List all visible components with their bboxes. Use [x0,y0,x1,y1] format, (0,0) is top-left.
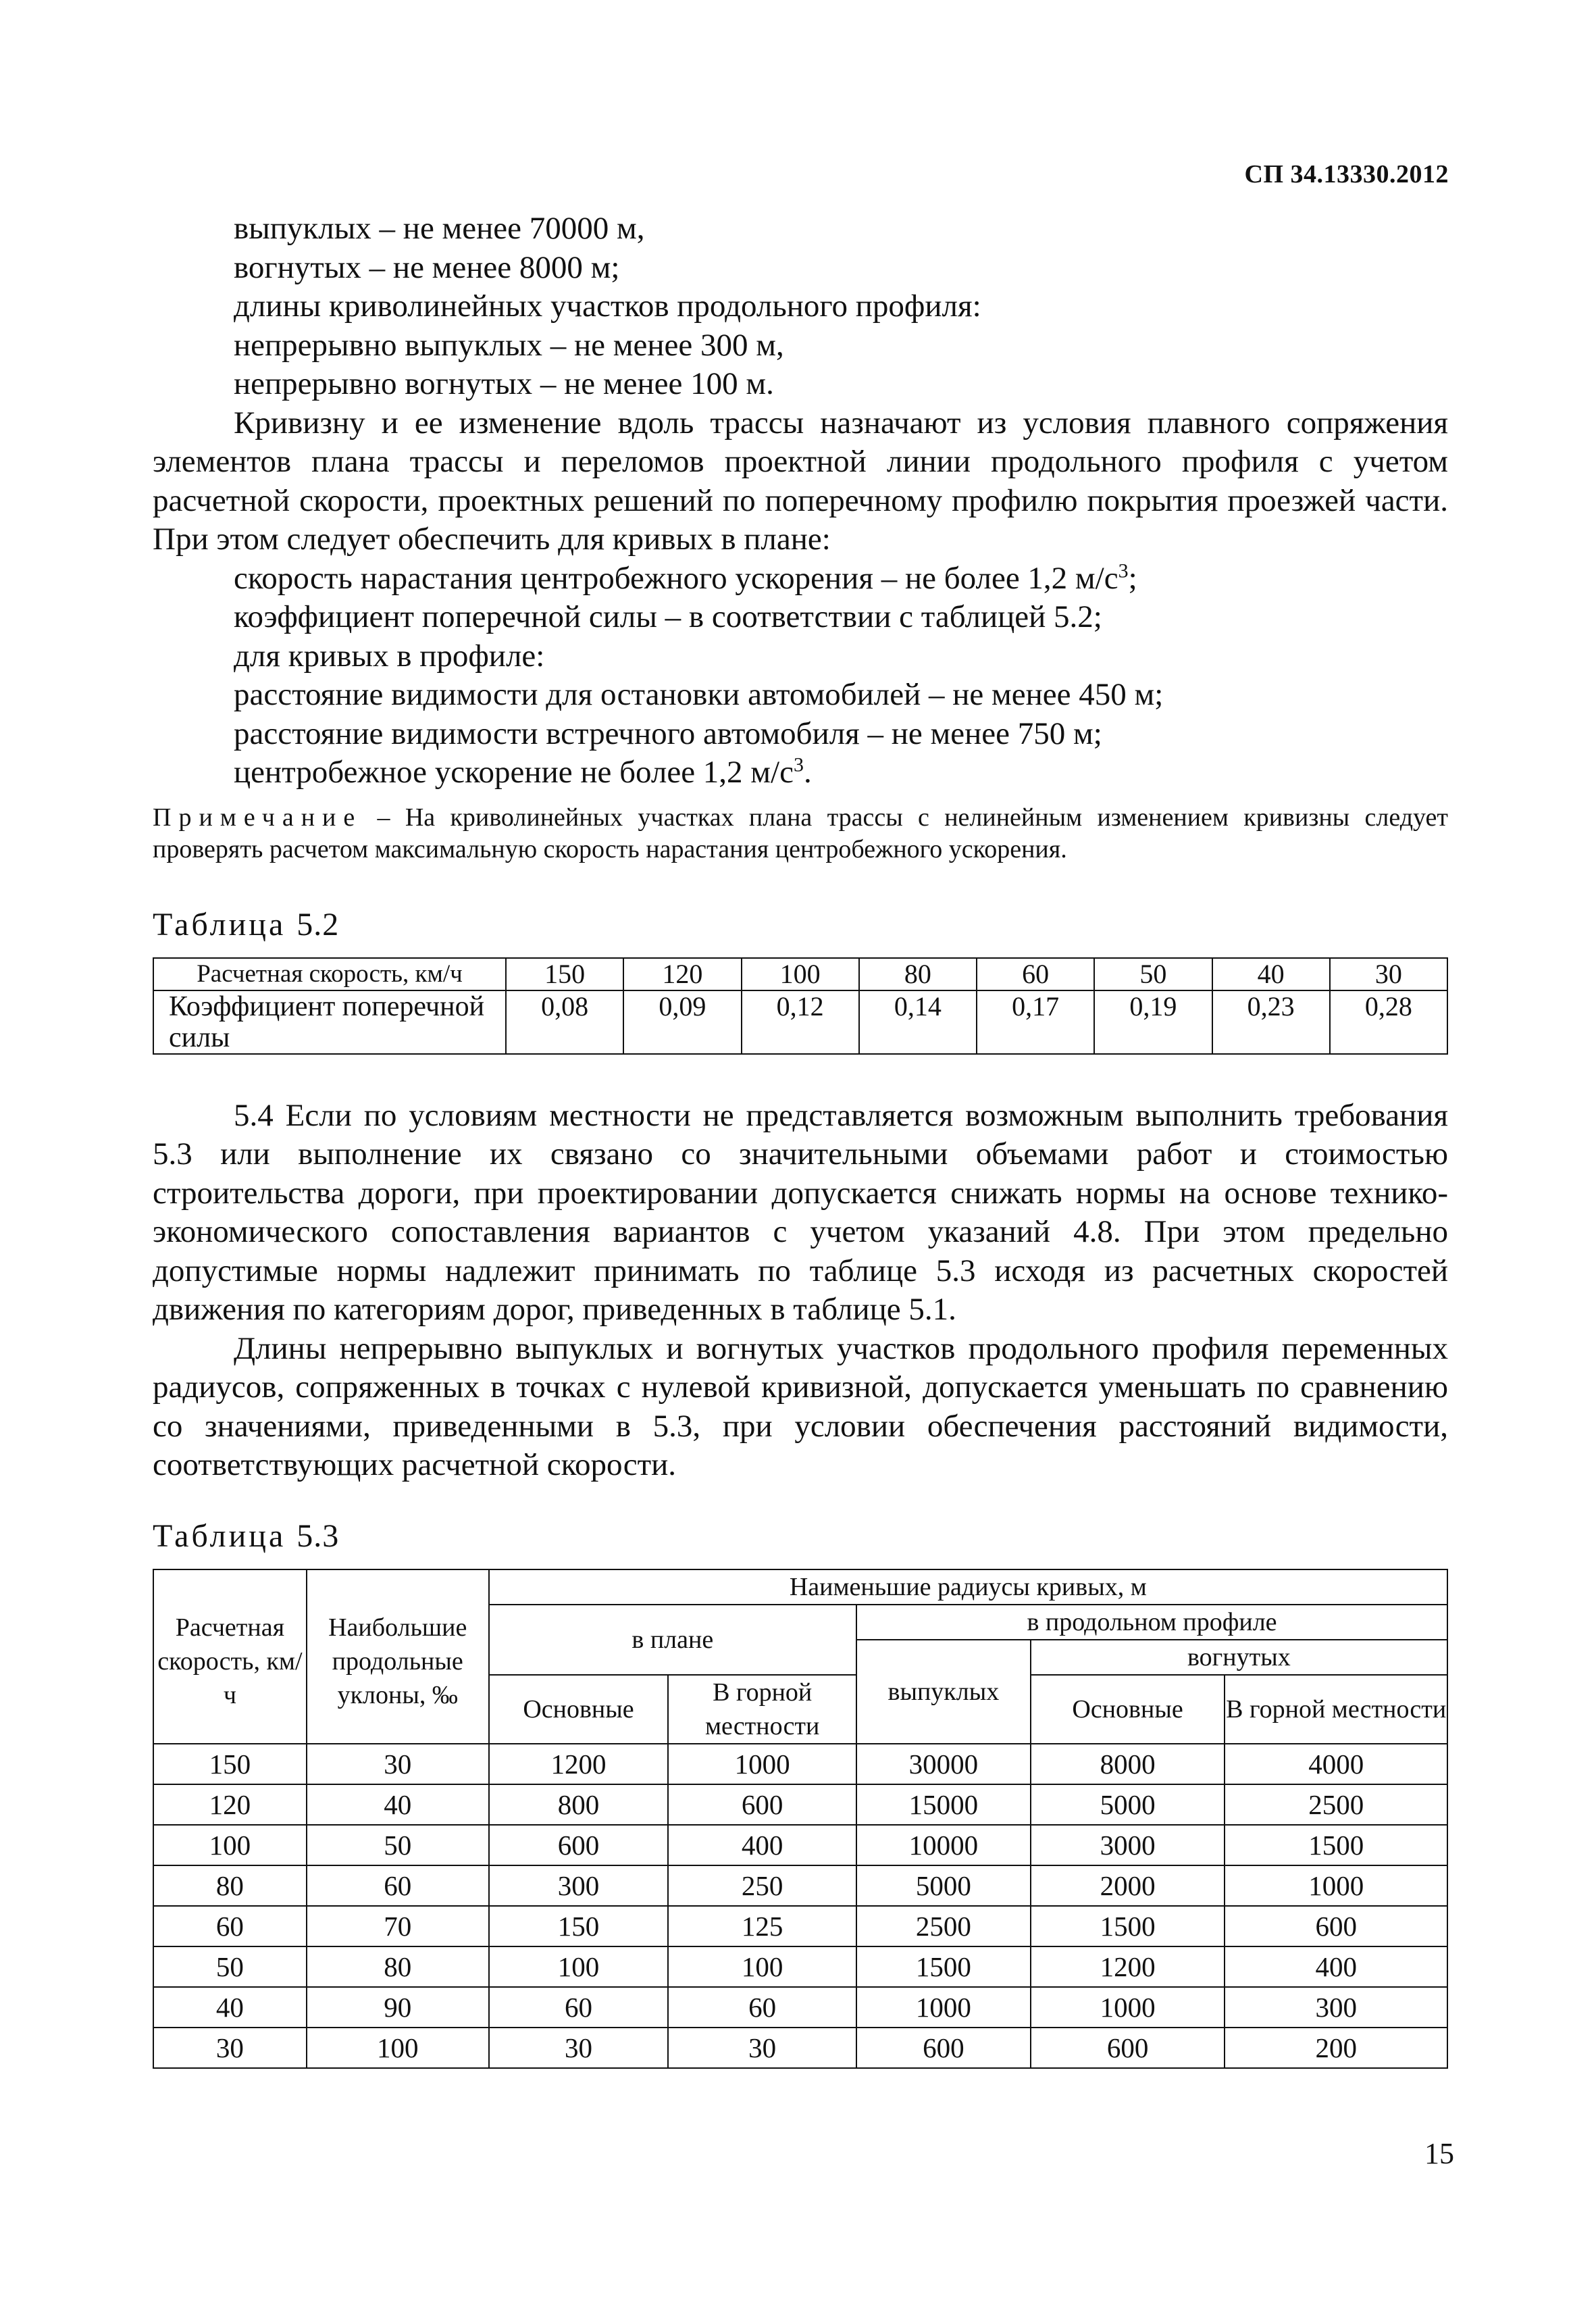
page-number: 15 [1424,2137,1454,2170]
table-row [153,1784,1447,1825]
table-row [153,1906,1447,1946]
table-cell: 30 [489,2028,669,2068]
table-5-3-body [153,1744,1447,2068]
speed-column-header: Расчетная скорость, км/ч [153,1569,307,1744]
coefficient-cell: 0,12 [742,990,859,1054]
speed-cell: 150 [506,958,623,990]
table-header-row [153,1569,1447,1605]
intro-line: вогнутых – не менее 8000 м; [234,249,620,285]
table-cell: 150 [489,1906,669,1946]
page-content [153,209,1448,2069]
table-cell: 600 [489,1825,669,1865]
speed-cell: 100 [742,958,859,990]
table-cell: 1200 [1031,1946,1225,1987]
table-cell: 60 [153,1906,307,1946]
coefficient-header-cell: Коэффициент поперечной силы [153,990,506,1054]
table-5-3 [153,1569,1448,2069]
table-cell: 100 [668,1946,856,1987]
speed-cell: 40 [1212,958,1330,990]
table-row [153,1946,1447,1987]
table-row [153,1865,1447,1906]
table-cell: 1500 [856,1946,1031,1987]
intro-line: выпуклых – не менее 70000 м, [234,211,645,246]
intro-line: длины криволинейных участков продольного профиля: [234,288,981,324]
table-cell: 120 [153,1784,307,1825]
note-text: – На криволинейных участках плана трассы с нелинейным изменением кривизны следует проверять расчетом максимальную скорость нарастания центробежного ускорения. [153,803,1448,863]
convex-header: выпуклых [856,1640,1031,1744]
curve-requirement: расстояние видимости встречного автомобиля – не менее 750 м; [234,715,1102,751]
concave-mountain-header: В горной местности [1225,1675,1447,1744]
table-cell: 300 [489,1865,669,1906]
curve-requirement-text: центробежное ускорение не более 1,2 м/с [234,755,794,790]
superscript: 3 [1118,559,1129,582]
table-cell: 100 [153,1825,307,1865]
table-cell: 600 [856,2028,1031,2068]
table-cell: 90 [307,1987,489,2028]
table-cell: 1500 [1031,1906,1225,1946]
table-title-number: 5.2 [297,906,340,942]
table-5-2 [153,957,1448,1055]
table-cell: 1000 [856,1987,1031,2028]
coefficient-cell: 0,14 [859,990,977,1054]
table-cell: 4000 [1225,1744,1447,1784]
table-cell: 100 [489,1946,669,1987]
table-cell: 600 [1225,1906,1447,1946]
table-cell: 60 [489,1987,669,2028]
table-cell: 1000 [1031,1987,1225,2028]
radii-group-header: Наименьшие радиусы кривых, м [489,1569,1447,1605]
in-profile-header: в продольном профиле [856,1605,1447,1640]
table-cell: 30 [668,2028,856,2068]
superscript: 3 [793,753,804,776]
table-cell: 15000 [856,1784,1031,1825]
table-cell: 250 [668,1865,856,1906]
section-5-4-paragraph: 5.4 Если по условиям местности не представляется возможным выполнить требования 5.3 или выполнение их связано со значительными объемами работ и стоимостью строительства дороги, при проектировании допускается снижать нормы на основе технико-экономического сопоставления вариантов с учетом указаний 4.8. При этом предельно допустимые нормы надлежит принимать по таблице 5.3 исходя из расчетных скоростей движения по категориям дорог, приведенных в таблице 5.1. [153,1097,1448,1327]
table-cell: 3000 [1031,1825,1225,1865]
coefficient-cell: 0,19 [1094,990,1212,1054]
note [153,802,1448,865]
punctuation: ; [1128,560,1137,596]
coefficient-cell: 0,28 [1330,990,1447,1054]
punctuation: . [803,755,812,790]
table-cell: 2000 [1031,1865,1225,1906]
table-cell: 2500 [1225,1784,1447,1825]
coefficient-cell: 0,09 [623,990,741,1054]
table-cell: 800 [489,1784,669,1825]
curve-requirement-text: скорость нарастания центробежного ускорения – не более 1,2 м/с [234,560,1118,596]
table-cell: 100 [307,2028,489,2068]
intro-line: непрерывно вогнутых – не менее 100 м. [234,366,774,401]
speed-header-cell: Расчетная скорость, км/ч [153,958,506,990]
speed-cell: 30 [1330,958,1447,990]
table-cell: 40 [153,1987,307,2028]
table-cell: 400 [1225,1946,1447,1987]
coefficient-cell: 0,23 [1212,990,1330,1054]
speed-cell: 80 [859,958,977,990]
table-cell: 5000 [856,1865,1031,1906]
grades-column-header: Наибольшие продольные уклоны, ‰ [307,1569,489,1744]
table-cell: 50 [153,1946,307,1987]
curvature-paragraph: Кривизну и ее изменение вдоль трассы назначают из условия плавного сопряжения элементов плана трассы и переломов проектной линии продольного профиля с учетом расчетной скорости, проектных решений по поперечному профилю покрытия проезжей части. При этом следует обеспечить для кривых в плане: [153,405,1448,557]
concave-header: вогнутых [1031,1640,1447,1675]
table-row [153,1744,1447,1784]
table-cell: 8000 [1031,1744,1225,1784]
table-cell: 30 [153,2028,307,2068]
table-cell: 50 [307,1825,489,1865]
plan-main-header: Основные [489,1675,669,1744]
table-cell: 125 [668,1906,856,1946]
table-5-3-title [153,1517,1448,1555]
table-cell: 5000 [1031,1784,1225,1825]
table-title-word: Таблица [153,1517,286,1554]
table-cell: 300 [1225,1987,1447,2028]
table-cell: 40 [307,1784,489,1825]
table-cell: 200 [1225,2028,1447,2068]
table-row [153,1825,1447,1865]
note-label: Примечание [153,803,363,832]
table-cell: 80 [153,1865,307,1906]
table-cell: 1000 [668,1744,856,1784]
table-cell: 1000 [1225,1865,1447,1906]
table-cell: 60 [668,1987,856,2028]
table-row [153,2028,1447,2068]
table-row [153,958,1447,990]
table-cell: 70 [307,1906,489,1946]
speed-cell: 50 [1094,958,1212,990]
table-cell: 60 [307,1865,489,1906]
document-code: СП 34.13330.2012 [1244,160,1449,188]
table-5-2-title [153,906,1448,944]
table-cell: 2500 [856,1906,1031,1946]
intro-line: непрерывно выпуклых – не менее 300 м, [234,327,784,363]
table-row [153,1987,1447,2028]
table-cell: 600 [1031,2028,1225,2068]
in-plan-header: в плане [489,1605,856,1675]
table-cell: 150 [153,1744,307,1784]
concave-main-header: Основные [1031,1675,1225,1744]
curve-requirement: расстояние видимости для остановки автомобилей – не менее 450 м; [234,677,1164,712]
table-cell: 1500 [1225,1825,1447,1865]
coefficient-cell: 0,08 [506,990,623,1054]
table-cell: 80 [307,1946,489,1987]
table-cell: 1200 [489,1744,669,1784]
table-cell: 10000 [856,1825,1031,1865]
curve-requirement [153,559,1448,599]
table-cell: 30 [307,1744,489,1784]
table-cell: 30000 [856,1744,1031,1784]
table-cell: 400 [668,1825,856,1865]
lengths-paragraph: Длины непрерывно выпуклых и вогнутых участков продольного профиля переменных радиусов, сопряженных в точках с нулевой кривизной, допускается уменьшать по сравнению со значениями, приведенными в 5.3, при условии обеспечения расстояний видимости, соответствующих расчетной скорости. [153,1330,1448,1482]
table-title-number: 5.3 [297,1517,340,1554]
coefficient-cell: 0,17 [977,990,1094,1054]
table-row [153,990,1447,1054]
table-cell: 600 [668,1784,856,1825]
speed-cell: 120 [623,958,741,990]
curve-requirement: для кривых в профиле: [234,638,545,674]
curve-requirement [153,753,1448,793]
plan-mountain-header: В горной местности [668,1675,856,1744]
table-title-word: Таблица [153,906,286,942]
curve-requirement: коэффициент поперечной силы – в соответствии с таблицей 5.2; [234,599,1102,634]
speed-cell: 60 [977,958,1094,990]
